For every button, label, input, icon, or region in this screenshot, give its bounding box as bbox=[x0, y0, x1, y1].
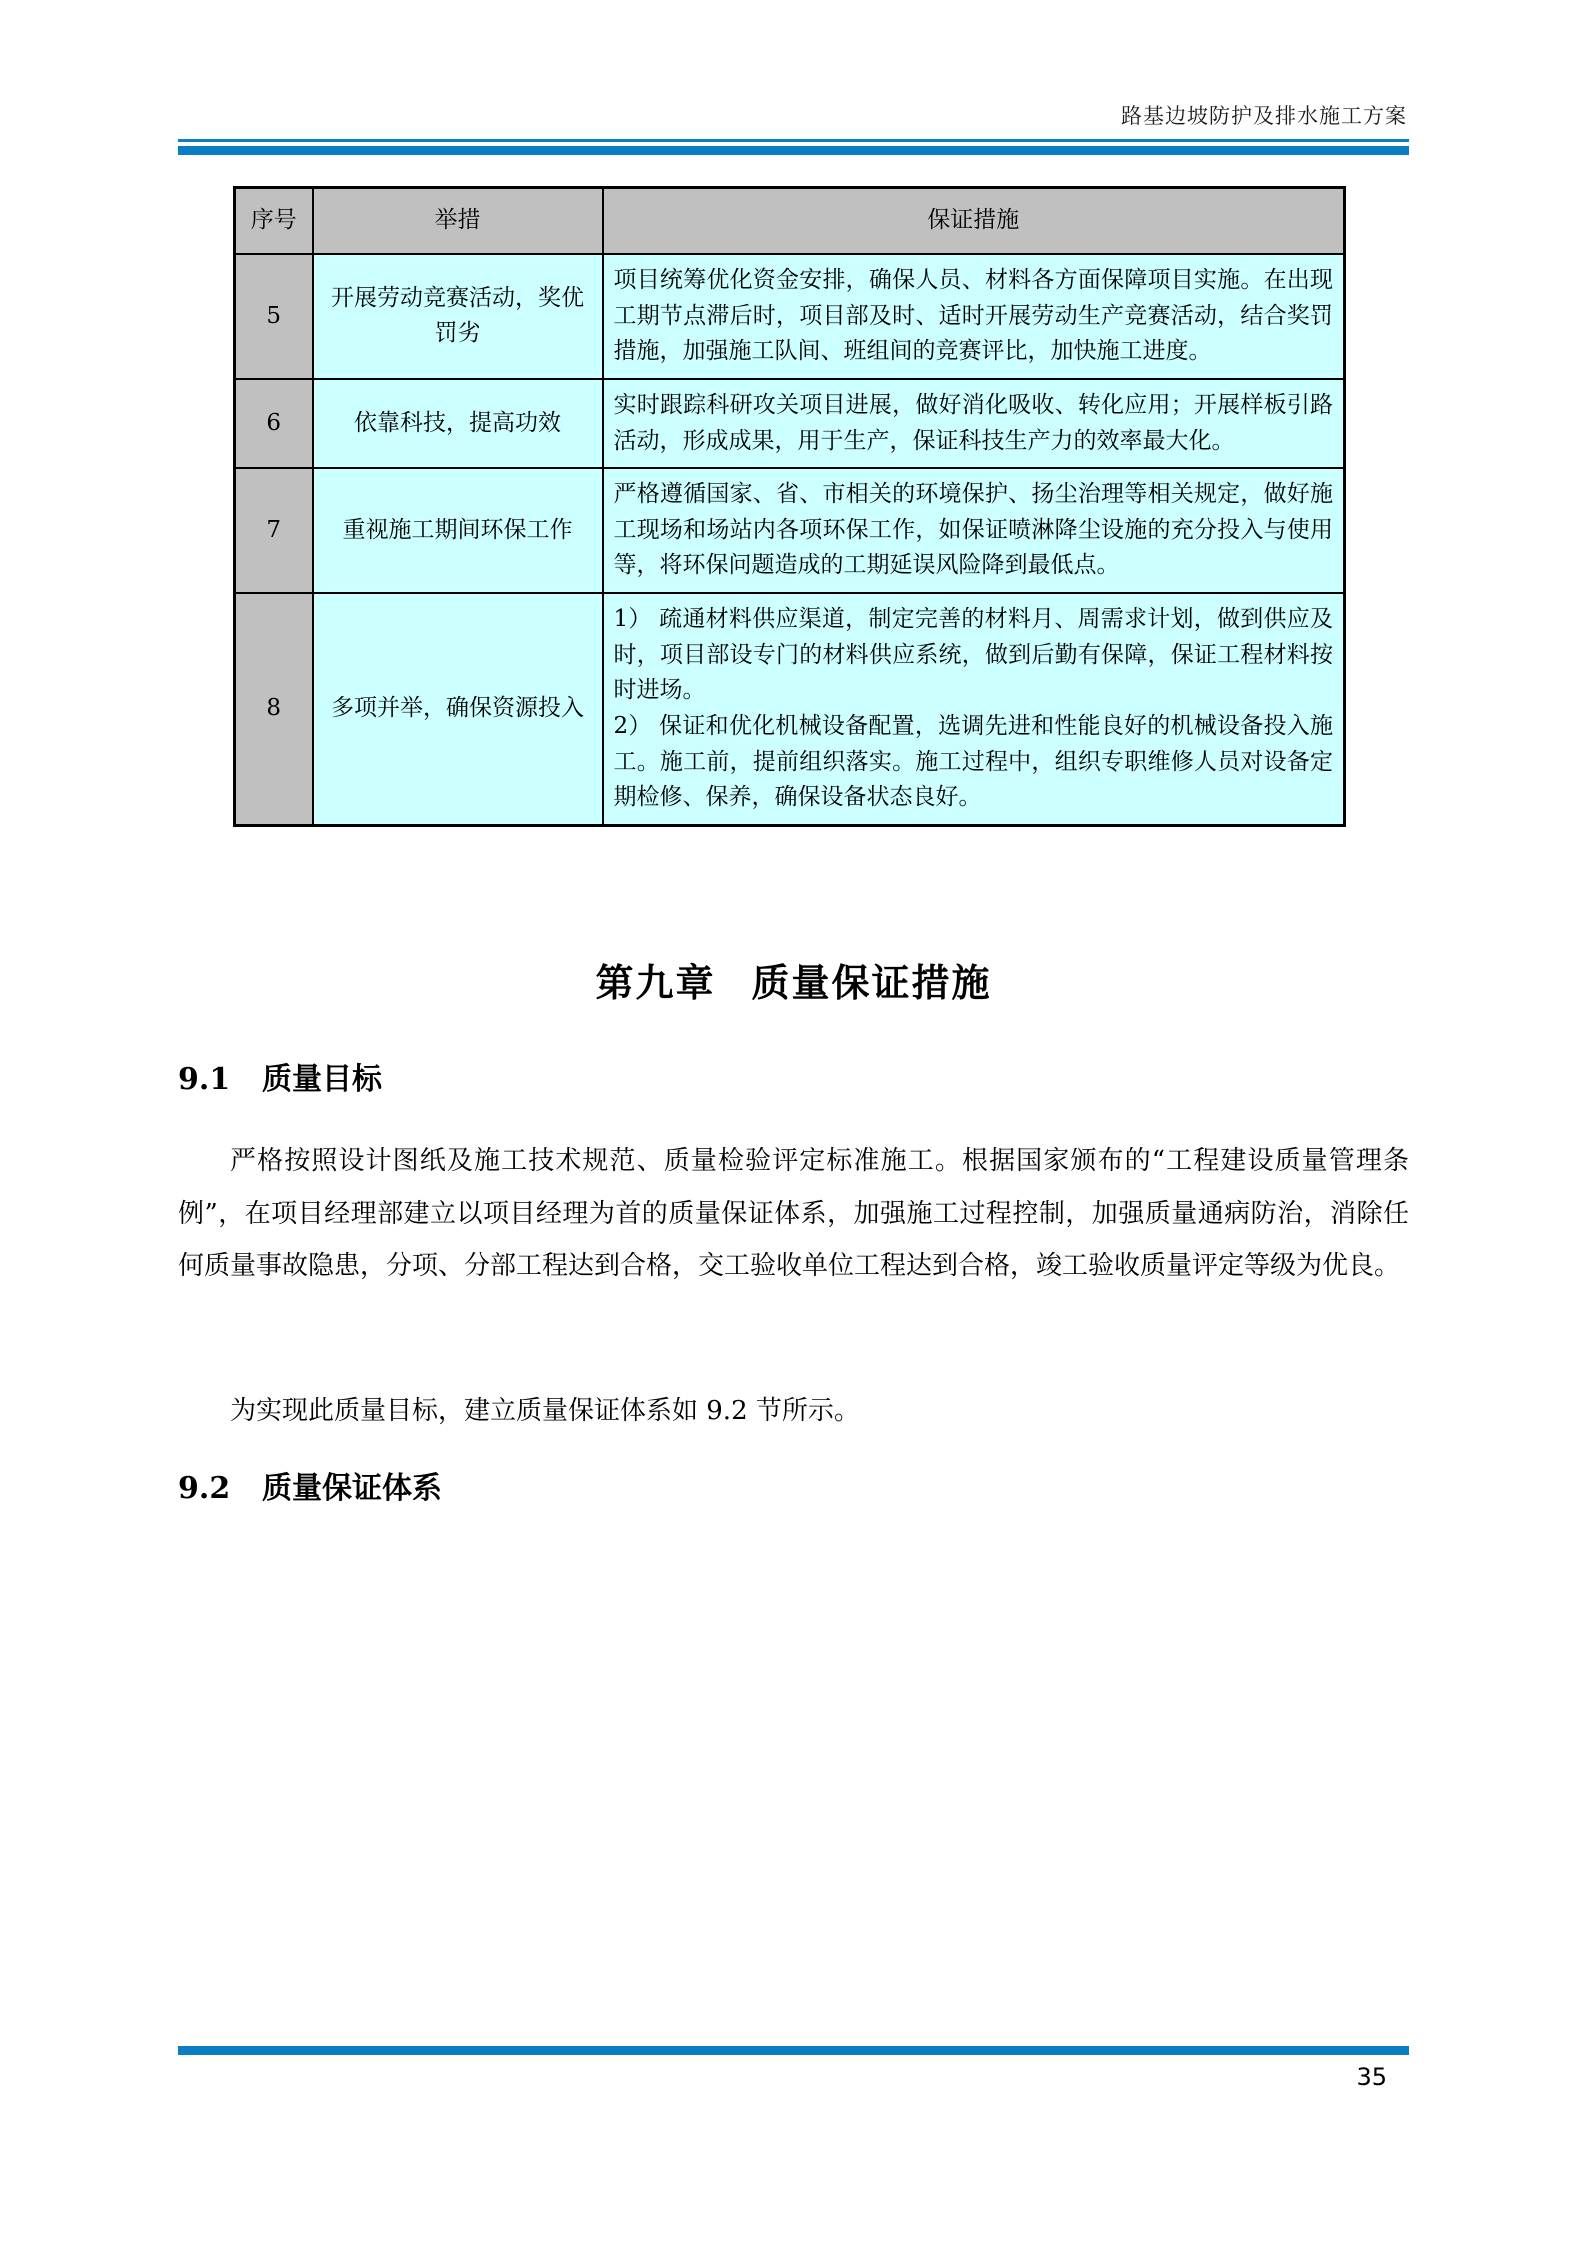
section-9-1-paragraph-1: 严格按照设计图纸及施工技术规范、质量检验评定标准施工。根据国家颁布的“工程建设质量管理条例”，在项目经理部建立以项目经理为首的质量保证体系，加强施工过程控制，加强质量通病防治，消除任何质量事故隐患，分项、分部工程达到合格，交工验收单位工程达到合格，竣工验收质量评定等级为优良。 bbox=[178, 1146, 1409, 1282]
measure-paragraph: 项目统筹优化资金安排，确保人员、材料各方面保障项目实施。在出现工期节点滞后时，项目部及时、适时开展劳动生产竞赛活动，结合奖罚措施，加强施工队间、班组间的竞赛评比，加快施工进度。 bbox=[613, 267, 1333, 365]
chapter-number: 第九章 bbox=[595, 960, 716, 1005]
footer-rule bbox=[178, 2046, 1409, 2055]
section-title: 质量保证体系 bbox=[262, 1471, 442, 1506]
page-number: 35 bbox=[1356, 2063, 1387, 2091]
section-number: 9.2 bbox=[178, 1471, 231, 1506]
measure-paragraph: 1） 疏通材料供应渠道，制定完善的材料月、周需求计划，做到供应及时，项目部设专门的材料供应系统，做到后勤有保障，保证工程材料按时进场。 bbox=[613, 606, 1333, 704]
header-rule-thick bbox=[178, 146, 1409, 155]
section-heading-9-2 bbox=[178, 1463, 1409, 1507]
column-header-measures: 保证措施 bbox=[603, 188, 1345, 255]
chapter-title bbox=[178, 952, 1409, 1007]
guarantee-measures-table bbox=[233, 186, 1346, 827]
row-action: 开展劳动竞赛活动，奖优罚劣 bbox=[313, 254, 603, 379]
section-number: 9.1 bbox=[178, 1062, 231, 1097]
row-number: 8 bbox=[235, 593, 313, 825]
row-action: 多项并举，确保资源投入 bbox=[313, 593, 603, 825]
page-footer bbox=[178, 2046, 1409, 2091]
page-header bbox=[178, 104, 1409, 155]
table-row bbox=[235, 254, 1345, 379]
measure-paragraph: 实时跟踪科研攻关项目进展，做好消化吸收、转化应用；开展样板引路活动，形成成果，用于生产，保证科技生产力的效率最大化。 bbox=[613, 391, 1333, 454]
section-title: 质量目标 bbox=[262, 1062, 382, 1097]
section-9-1-paragraph-2: 为实现此质量目标，建立质量保证体系如 9.2 节所示。 bbox=[230, 1396, 860, 1426]
row-number: 7 bbox=[235, 468, 313, 593]
row-number: 5 bbox=[235, 254, 313, 379]
column-header-action: 举措 bbox=[313, 188, 603, 255]
measure-paragraph: 2） 保证和优化机械设备配置，选调先进和性能良好的机械设备投入施工。施工前，提前组织落实。施工过程中，组织专职维修人员对设备定期检修、保养，确保设备状态良好。 bbox=[613, 713, 1333, 811]
row-action: 依靠科技，提高功效 bbox=[313, 379, 603, 468]
chapter-title-text: 质量保证措施 bbox=[751, 960, 992, 1005]
header-rule-thin bbox=[178, 139, 1409, 142]
measure-paragraph: 严格遵循国家、省、市相关的环境保护、扬尘治理等相关规定，做好施工现场和场站内各项环保工作，如保证喷淋降尘设施的充分投入与使用等，将环保问题造成的工期延误风险降到最低点。 bbox=[613, 481, 1333, 579]
table-row bbox=[235, 468, 1345, 593]
table-header-row bbox=[235, 188, 1345, 255]
row-number: 6 bbox=[235, 379, 313, 468]
section-heading-9-1 bbox=[178, 1054, 1409, 1098]
table-row bbox=[235, 593, 1345, 825]
column-header-no: 序号 bbox=[235, 188, 313, 255]
row-measures bbox=[603, 254, 1345, 379]
row-measures bbox=[603, 593, 1345, 825]
header-title: 路基边坡防护及排水施工方案 bbox=[1121, 104, 1407, 128]
row-measures bbox=[603, 468, 1345, 593]
row-action: 重视施工期间环保工作 bbox=[313, 468, 603, 593]
row-measures bbox=[603, 379, 1345, 468]
table-row bbox=[235, 379, 1345, 468]
